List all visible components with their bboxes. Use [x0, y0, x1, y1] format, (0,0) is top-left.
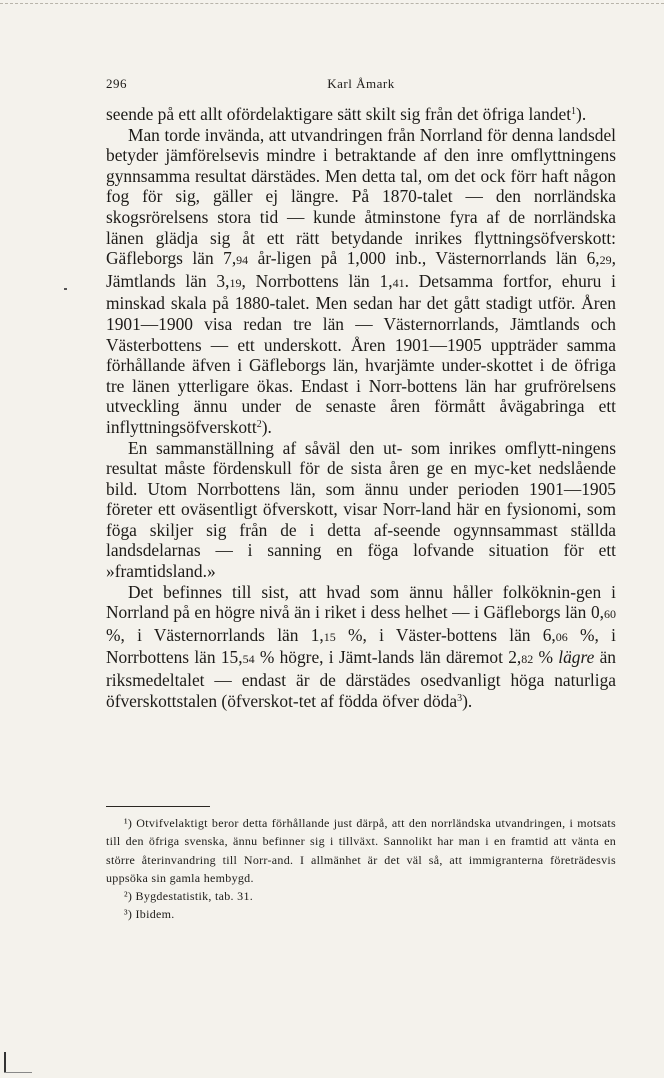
paragraph-1: seende på ett allt ofördelaktigare sätt skilt sig från det öfriga landet$^1$). — [106, 104, 587, 124]
footnote-1: ¹) Otvifvelaktigt beror detta förhållande just därpå, att den norrländska utvandringen, i motsats till den öfriga svenska, ännu befinner sig i tillväxt. Sannolikt har man i en framtid att vänta en större återinvandring till Norr-and. I allmänhet är det väl så, att immigranterna företrädesvis uppsöka sin gamla hembygd. — [106, 816, 616, 885]
body-text — [106, 104, 616, 711]
footnote-ref-2[interactable]: 2 — [256, 418, 262, 430]
running-head: Karl Åmark — [327, 76, 395, 91]
footnote-ref-1[interactable]: 1 — [571, 106, 577, 117]
footnote-separator — [106, 806, 210, 807]
footnote-3: ³) Ibidem. — [124, 907, 175, 922]
paragraph-3: En sammanställning af såväl den ut- som inrikes omflytt-ningens resultat måste fördenskull för de sista åren ge en myc-ket nedslående bild. Utom Norrbottens län, som ännu under perioden 1901—1905 företer ett oväsentligt öfverskott, visar Norr-land här en fysionomi, som föga skiljer sig från de i detta af-seende ogynnsammast ställda landsdelarnas — i sanning en föga lofvande situation för ett »framtidsland.» — [106, 437, 616, 582]
top-edge-rule — [0, 3, 664, 4]
scan-corner-line — [4, 1072, 32, 1073]
footnote-mark-2: ²) — [124, 889, 133, 904]
paragraph-4: Det befinnes till sist, att hvad som ännu håller folköknin-gen i Norrland på en högre nivå än i riket i dess helhet — i Gäfleborgs län 0,60 %, i Västernorrlands län 1,15 %, i Väster-bottens län 6,06 %, i Norrbottens län 15,54 % högre, i Jämt-lands län däremot 2,82 % lägre än riksmedeltalet — endast är de därstädes osedvanligt höga naturliga öfverskottstalen (öfverskot-tet af födda öfver döda$^3$). — [106, 581, 616, 711]
footnote-ref-3[interactable]: 3 — [457, 692, 463, 704]
footnote-mark-3: ³) — [124, 907, 133, 922]
footnote-mark-1: ¹) — [124, 816, 133, 830]
margin-mark — [64, 288, 67, 290]
footnotes — [106, 814, 616, 924]
page-header — [106, 76, 616, 96]
scan-corner-mark — [4, 1052, 6, 1072]
footnote-2: ²) Bygdestatistik, tab. 31. — [124, 889, 254, 904]
page-number: 296 — [106, 76, 127, 91]
paragraph-2: Man torde invända, att utvandringen från Norrland för denna landsdel betyder jämförelsevis mindre i betraktande af den inre omflyttningens gynnsamma resultat därstädes. Men detta tal, om det ock förr haft någon fog för sig, gäller ej längre. På 1870-talet — den norrländska skogsrörelsens stora tid — kunde åtminstone fyra af de norrländska länen glädja sig åt ett rätt betydande inrikes flyttningsöfverskott: Gäfleborgs län 7,94 år-ligen på 1,000 inb., Västernorrlands län 6,29, Jämtlands län 3,19, Norrbottens län 1,41. Detsamma fortfor, ehuru i minskad skala på 1880-talet. Men sedan har det gått stadigt utför. Åren 1901—1900 visa redan tre län — Västernorrlands, Jämtlands och Västerbottens — ett underskott. Åren 1901—1905 uppträder samma förhållande äfven i Gäfleborgs län, hvarjämte under-skottet i de öfriga tre länen ytterligare ökas. Endast i Norr-bottens län har grufrörelsens utveckling ännu under de senaste åren förmått åvägabringa ett inflyttningsöfverskott$^2$). — [106, 124, 616, 437]
